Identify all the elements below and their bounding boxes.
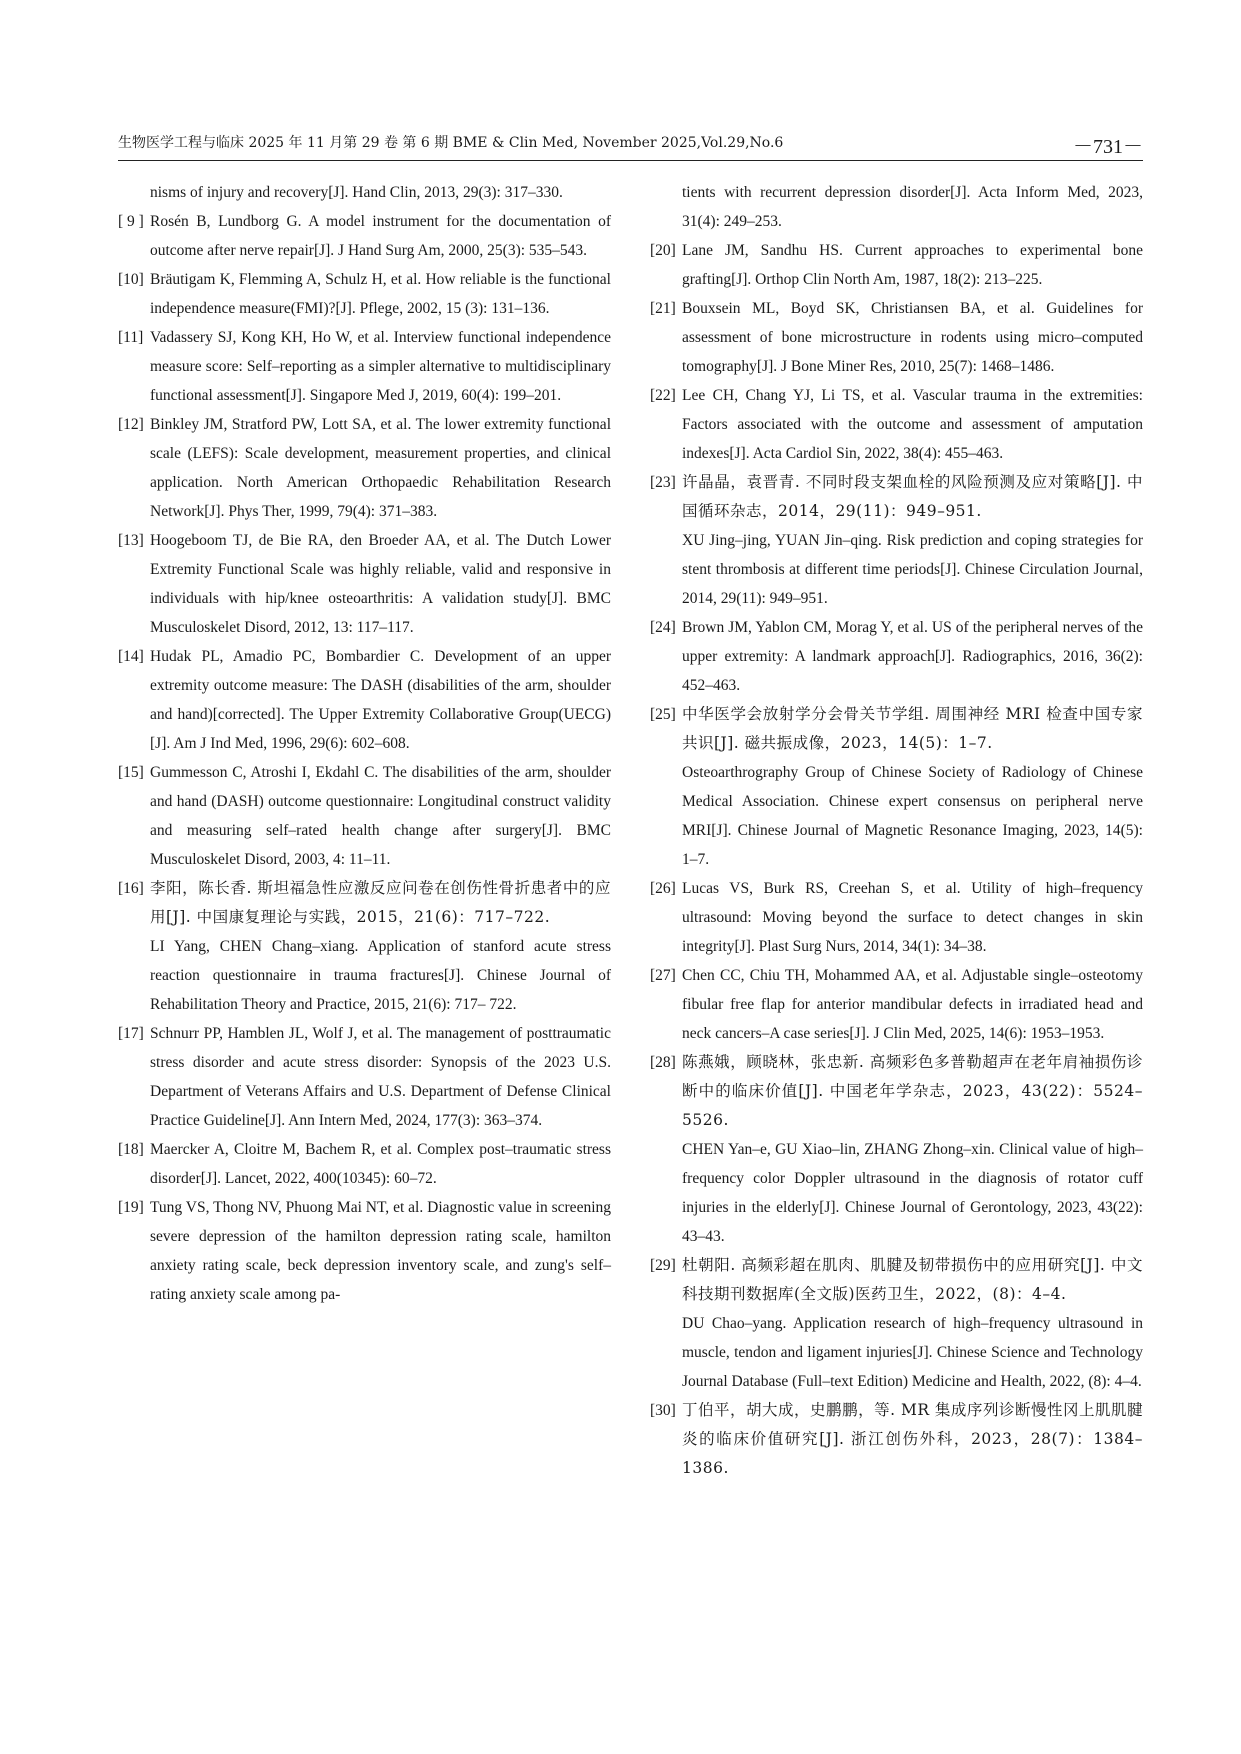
- reference-number: [27]: [650, 967, 676, 984]
- reference-text: Osteoarthrography Group of Chinese Society of Radiology of Chinese Medical Association. Chinese expert consensus on peripheral nerve MRI[J]. Chinese Journal of Magnetic Resonance Imaging, 2023, 14(5): 1–7.: [682, 764, 1143, 868]
- reference-text: Chen CC, Chiu TH, Mohammed AA, et al. Adjustable single–osteotomy fibular free flap for anterior mandibular defects in irradiated head and neck cancers–A case series[J]. J Clin Med, 2025, 14(6): 1953–1953.: [682, 967, 1143, 1042]
- reference-item: [650, 961, 1143, 1048]
- reference-text: Hoogeboom TJ, de Bie RA, den Broeder AA, et al. The Dutch Lower Extremity Functional Scale was highly reliable, valid and responsive in individuals with hip/knee osteoarthritis: A validation study[J]. BMC Musculoskelet Disord, 2012, 13: 117–117.: [150, 532, 611, 636]
- reference-item: [118, 758, 611, 874]
- reference-number: [10]: [118, 271, 144, 288]
- page-number: －731－: [1073, 136, 1143, 158]
- reference-item: [650, 700, 1143, 874]
- reference-text: Lucas VS, Burk RS, Creehan S, et al. Utility of high–frequency ultrasound: Moving beyond the surface to detect changes in skin integrity[J]. Plast Surg Nurs, 2014, 34(1): 34–38.: [682, 880, 1143, 955]
- reference-item: [118, 323, 611, 410]
- reference-text: Bouxsein ML, Boyd SK, Christiansen BA, et al. Guidelines for assessment of bone microstructure in rodents using micro–computed tomography[J]. J Bone Miner Res, 2010, 25(7): 1468–1486.: [682, 300, 1143, 375]
- reference-item: [650, 1251, 1143, 1396]
- reference-text: Hudak PL, Amadio PC, Bombardier C. Development of an upper extremity outcome measure: The DASH (disabilities of the arm, shoulder and hand)[corrected]. The Upper Extremity Collaborative Group(UECG)[J]. Am J Ind Med, 1996, 29(6): 602–608.: [150, 648, 611, 752]
- reference-number: [17]: [118, 1025, 144, 1042]
- reference-item: [118, 1019, 611, 1135]
- reference-item: [118, 1135, 611, 1193]
- reference-item: [650, 236, 1143, 294]
- reference-number: [12]: [118, 416, 144, 433]
- reference-item: [118, 207, 611, 265]
- reference-number: [29]: [650, 1257, 676, 1274]
- reference-continuation: nisms of injury and recovery[J]. Hand Clin, 2013, 29(3): 317–330.: [150, 184, 563, 201]
- reference-text: Lee CH, Chang YJ, Li TS, et al. Vascular trauma in the extremities: Factors associated with the outcome and assessment of amputation indexes[J]. Acta Cardiol Sin, 2022, 38(4): 455–463.: [682, 387, 1143, 462]
- reference-item: [650, 1396, 1143, 1483]
- reference-text-chinese: 陈燕娥，顾晓林，张忠新. 高频彩色多普勒超声在老年肩袖损伤诊断中的临床价值[J]. 中国老年学杂志，2023，43(22)：5524–5526.: [682, 1053, 1143, 1129]
- reference-text: Maercker A, Cloitre M, Bachem R, et al. Complex post–traumatic stress disorder[J]. Lancet, 2022, 400(10345): 60–72.: [150, 1141, 611, 1187]
- reference-list-left: [118, 207, 611, 1309]
- reference-number: [ 9 ]: [118, 213, 144, 230]
- reference-number: [25]: [650, 706, 676, 723]
- reference-text: CHEN Yan–e, GU Xiao–lin, ZHANG Zhong–xin. Clinical value of high–frequency color Doppler ultrasound in the diagnosis of rotator cuff injuries in the elderly[J]. Chinese Journal of Gerontology, 2023, 43(22): 43–43.: [682, 1141, 1143, 1245]
- reference-number: [16]: [118, 880, 144, 897]
- left-column: [118, 178, 611, 1309]
- reference-item: [118, 526, 611, 642]
- reference-text: Rosén B, Lundborg G. A model instrument for the documentation of outcome after nerve repair[J]. J Hand Surg Am, 2000, 25(3): 535–543.: [150, 213, 611, 259]
- journal-info: 生物医学工程与临床 2025 年 11 月第 29 卷 第 6 期 BME & Clin Med, November 2025,Vol.29,No.6: [118, 135, 784, 151]
- reference-text: Gummesson C, Atroshi I, Ekdahl C. The disabilities of the arm, shoulder and hand (DASH) outcome questionnaire: Longitudinal construct validity and measuring self–rated health change after surgery[J]. BMC Musculoskelet Disord, 2003, 4: 11–11.: [150, 764, 611, 868]
- reference-text: DU Chao–yang. Application research of high–frequency ultrasound in muscle, tendon and ligament injuries[J]. Chinese Science and Technology Journal Database (Full–text Edition) Medicine and Health, 2022, (8): 4–4.: [682, 1315, 1143, 1390]
- reference-text-chinese: 中华医学会放射学分会骨关节学组. 周围神经 MRI 检查中国专家共识[J]. 磁共振成像，2023，14(5)：1–7.: [682, 705, 1143, 752]
- reference-list-right: [650, 236, 1143, 1483]
- running-header: [118, 130, 1143, 161]
- reference-number: [15]: [118, 764, 144, 781]
- reference-item: [650, 294, 1143, 381]
- reference-text: Lane JM, Sandhu HS. Current approaches to experimental bone grafting[J]. Orthop Clin North Am, 1987, 18(2): 213–225.: [682, 242, 1143, 288]
- reference-item: [650, 874, 1143, 961]
- reference-number: [26]: [650, 880, 676, 897]
- reference-number: [21]: [650, 300, 676, 317]
- reference-item: [650, 381, 1143, 468]
- reference-item: [118, 874, 611, 1019]
- reference-number: [24]: [650, 619, 676, 636]
- reference-text: XU Jing–jing, YUAN Jin–qing. Risk prediction and coping strategies for stent thrombosis at different time periods[J]. Chinese Circulation Journal, 2014, 29(11): 949–951.: [682, 532, 1143, 607]
- reference-text-chinese: 丁伯平，胡大成，史鹏鹏，等. MR 集成序列诊断慢性冈上肌肌腱炎的临床价值研究[J]. 浙江创伤外科，2023，28(7)：1384–1386.: [682, 1401, 1143, 1477]
- reference-text: Tung VS, Thong NV, Phuong Mai NT, et al. Diagnostic value in screening severe depression of the hamilton depression rating scale, hamilton anxiety rating scale, beck depression inventory scale, and zung's self–rating anxiety scale among pa-: [150, 1199, 611, 1303]
- reference-number: [30]: [650, 1402, 676, 1419]
- right-column: [650, 178, 1143, 1483]
- reference-text: LI Yang, CHEN Chang–xiang. Application of stanford acute stress reaction questionnaire in trauma fractures[J]. Chinese Journal of Rehabilitation Theory and Practice, 2015, 21(6): 717– 722.: [150, 938, 611, 1013]
- reference-text: Brown JM, Yablon CM, Morag Y, et al. US of the peripheral nerves of the upper extremity: A landmark approach[J]. Radiographics, 2016, 36(2): 452–463.: [682, 619, 1143, 694]
- reference-number: [19]: [118, 1199, 144, 1216]
- reference-continuation: tients with recurrent depression disorder[J]. Acta Inform Med, 2023, 31(4): 249–253.: [682, 184, 1143, 230]
- reference-number: [23]: [650, 474, 676, 491]
- reference-number: [11]: [118, 329, 144, 346]
- reference-number: [28]: [650, 1054, 676, 1071]
- reference-number: [18]: [118, 1141, 144, 1158]
- reference-item: [118, 265, 611, 323]
- reference-text: Vadassery SJ, Kong KH, Ho W, et al. Interview functional independence measure score: Self–reporting as a simpler alternative to multidisciplinary functional assessment[J]. Singapore Med J, 2019, 60(4): 199–201.: [150, 329, 611, 404]
- reference-item: [118, 642, 611, 758]
- reference-number: [13]: [118, 532, 144, 549]
- reference-text-chinese: 许晶晶，袁晋青. 不同时段支架血栓的风险预测及应对策略[J]. 中国循环杂志，2014，29(11)：949–951.: [682, 473, 1143, 520]
- reference-text: Binkley JM, Stratford PW, Lott SA, et al. The lower extremity functional scale (LEFS): Scale development, measurement properties, and clinical application. North American Orthopaedic Rehabilitation Research Network[J]. Phys Ther, 1999, 79(4): 371–383.: [150, 416, 611, 520]
- reference-number: [14]: [118, 648, 144, 665]
- reference-text: Bräutigam K, Flemming A, Schulz H, et al. How reliable is the functional independence measure(FMI)?[J]. Pflege, 2002, 15 (3): 131–136.: [150, 271, 611, 317]
- reference-item: [118, 1193, 611, 1309]
- reference-item: [650, 613, 1143, 700]
- reference-text-chinese: 杜朝阳. 高频彩超在肌肉、肌腱及韧带损伤中的应用研究[J]. 中文科技期刊数据库(全文版)医药卫生，2022，(8)：4–4.: [682, 1256, 1143, 1303]
- reference-number: [20]: [650, 242, 676, 259]
- reference-item: [650, 1048, 1143, 1251]
- reference-text: Schnurr PP, Hamblen JL, Wolf J, et al. The management of posttraumatic stress disorder and acute stress disorder: Synopsis of the 2023 U.S. Department of Veterans Affairs and U.S. Department of Defense Clinical Practice Guideline[J]. Ann Intern Med, 2024, 177(3): 363–374.: [150, 1025, 611, 1129]
- reference-text-chinese: 李阳，陈长香. 斯坦福急性应激反应问卷在创伤性骨折患者中的应用[J]. 中国康复理论与实践，2015，21(6)：717–722.: [150, 879, 611, 926]
- reference-number: [22]: [650, 387, 676, 404]
- reference-item: [118, 410, 611, 526]
- reference-item: [650, 468, 1143, 613]
